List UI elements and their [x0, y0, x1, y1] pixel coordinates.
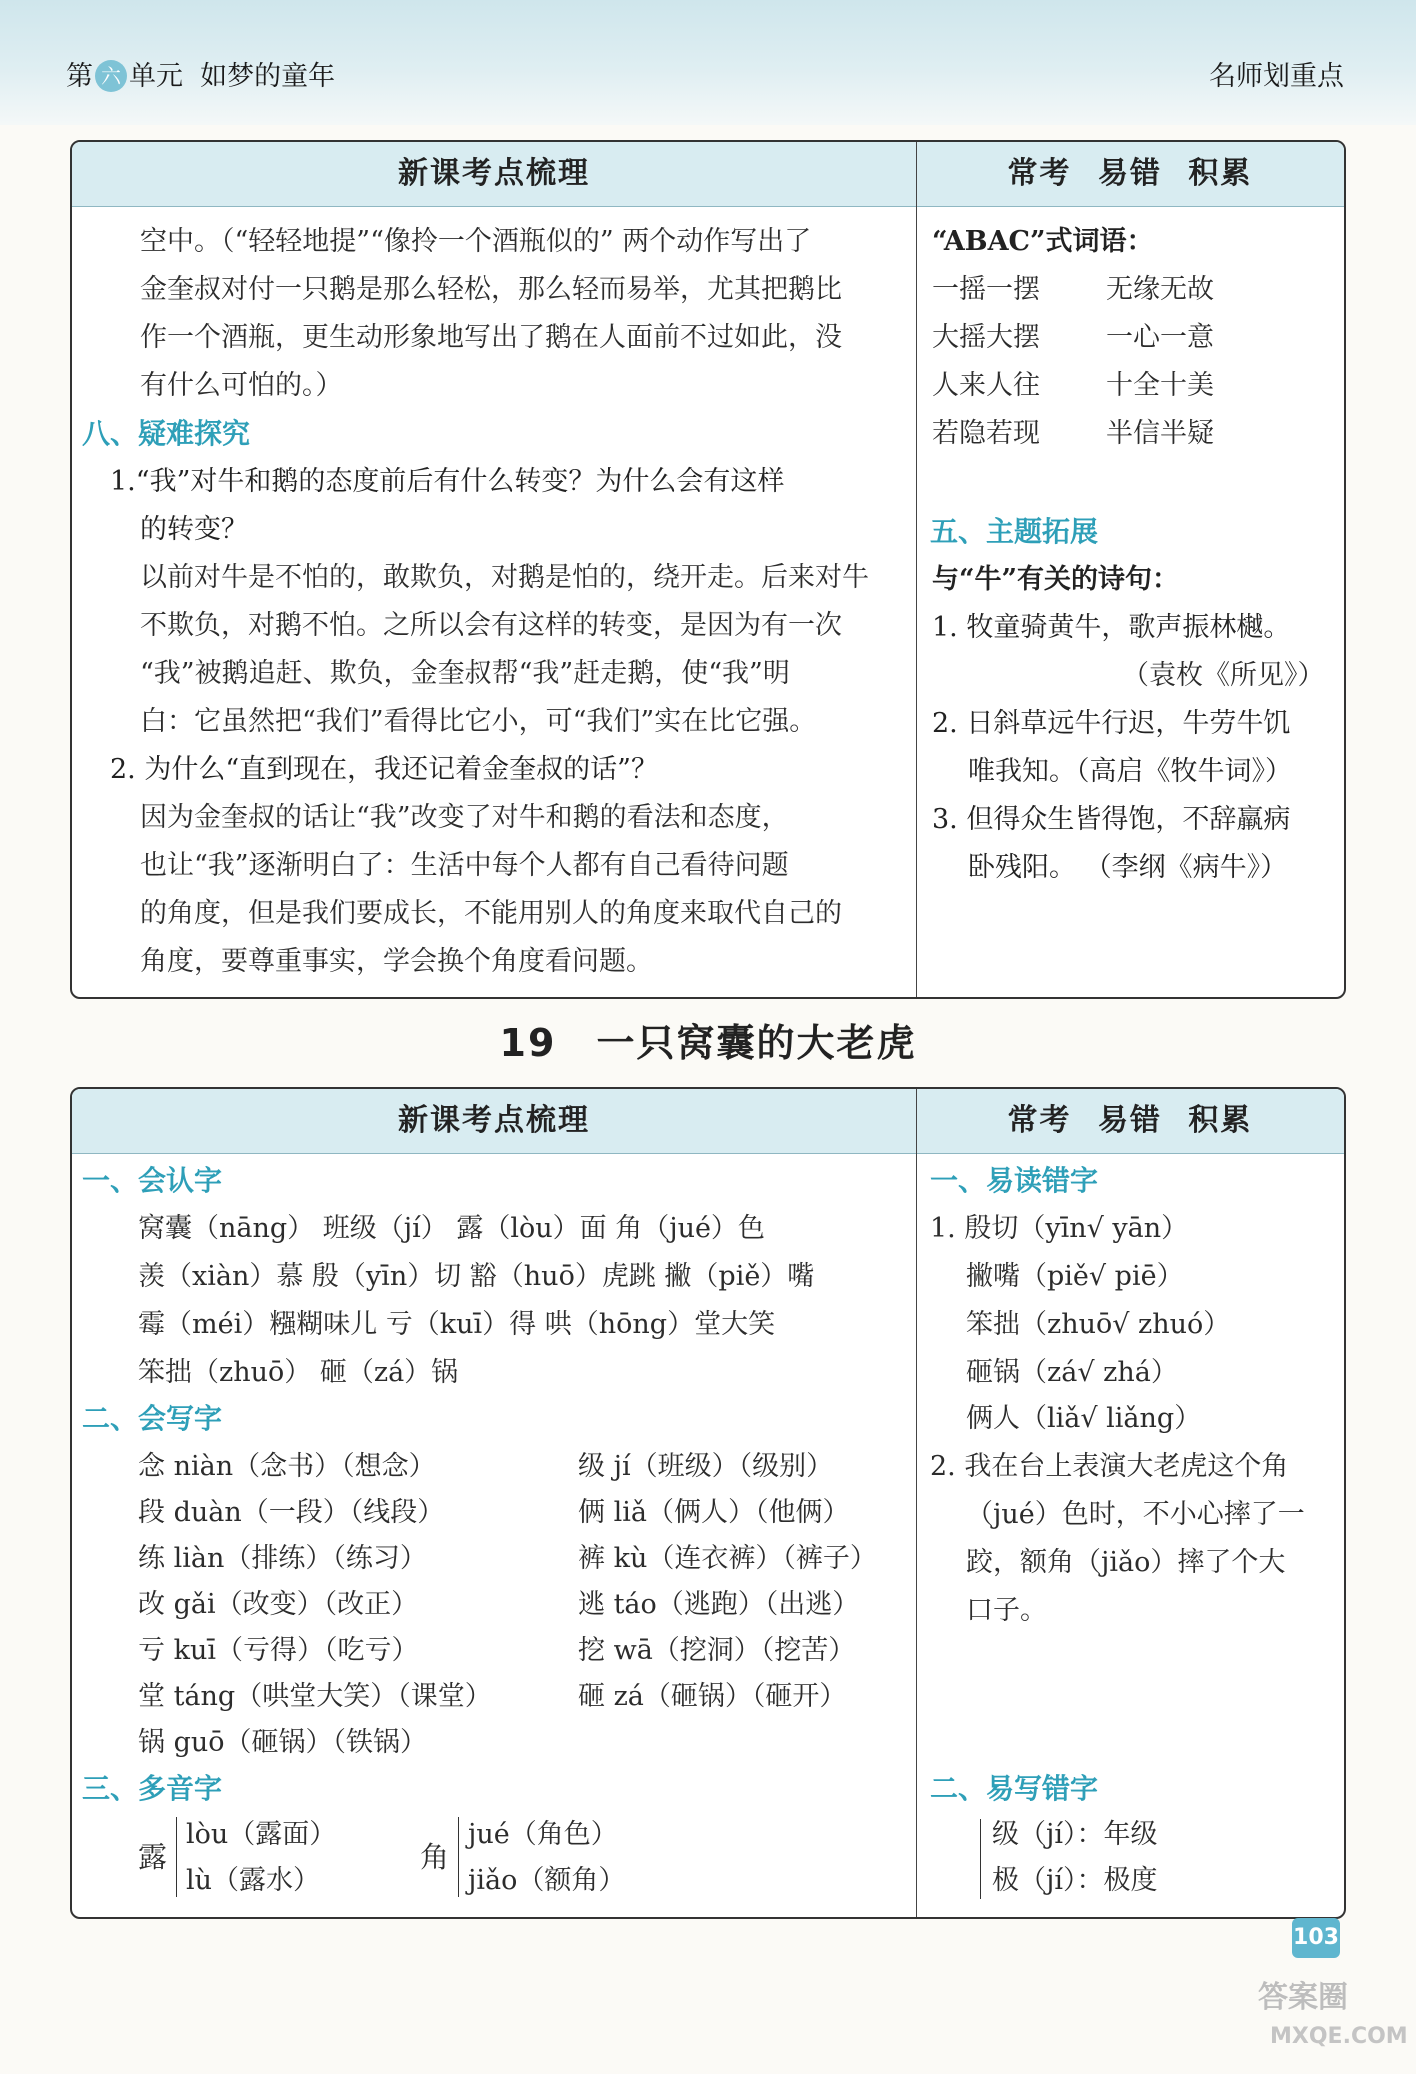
write-item: 挖 wā（挖洞）（挖苦） — [578, 1635, 856, 1666]
section-heading-doubts: 八、疑难探究 — [82, 417, 251, 450]
poem-line: 唯我知。（高启《牧牛词》） — [968, 756, 1292, 787]
bottom-divider — [916, 1089, 917, 1917]
answer-1-line: 白：它虽然把“我们”看得比它小，可“我们”实在比它强。 — [140, 706, 817, 737]
text-line: 作一个酒瓶，更生动形象地写出了鹅在人面前不过如此，没 — [140, 322, 842, 353]
misread-sentence: 跤，额角（jiǎo）摔了个大 — [966, 1547, 1286, 1578]
read-line: 笨拙（zhuō） 砸（zá）锅 — [138, 1357, 459, 1388]
top-box-header — [72, 142, 1344, 207]
write-item: 裤 kù（连衣裤）（裤子） — [578, 1543, 877, 1574]
section-heading-polyphone: 三、多音字 — [82, 1772, 223, 1805]
bottom-left-title: 新课考点梳理 — [398, 1103, 590, 1138]
unit-number-badge: 六 — [95, 60, 127, 92]
abac-word: 一心一意 — [1106, 322, 1214, 353]
section-heading-theme: 五、主题拓展 — [930, 515, 1099, 548]
poem-line: 3. 但得众生皆得饱，不辞羸病 — [932, 804, 1291, 835]
answer-1-line: “我”被鹅追赶、欺负，金奎叔帮“我”赶走鹅，使“我”明 — [140, 658, 790, 689]
abac-word: 若隐若现 — [932, 418, 1040, 449]
poem-line: 2. 日斜草远牛行迟，牛劳牛饥 — [932, 708, 1291, 739]
misread-item: 1. 殷切（yīn√ yān） — [930, 1213, 1189, 1244]
write-item: 亏 kuī（亏得）（吃亏） — [138, 1635, 419, 1666]
read-line: 窝囊（nāng） 班级（jí） 露（lòu）面 角（jué）色 — [138, 1213, 765, 1244]
write-item: 改 gǎi（改变）（改正） — [138, 1589, 419, 1620]
section-heading-read: 一、会认字 — [82, 1164, 223, 1197]
write-item: 锅 guō（砸锅）（铁锅） — [138, 1727, 428, 1758]
abac-word: 无缘无故 — [1106, 274, 1214, 305]
misread-item: 撇嘴（piě√ piē） — [966, 1261, 1184, 1292]
misread-sentence: （jué）色时，不小心摔了一 — [966, 1499, 1305, 1530]
answer-2-line: 角度，要尊重事实，学会换个角度看问题。 — [140, 946, 653, 977]
unit-prefix: 第 — [66, 61, 93, 92]
abac-word: 大摇大摆 — [932, 322, 1040, 353]
write-item: 俩 liǎ（俩人）（他俩） — [578, 1497, 850, 1528]
brand-label: 名师划重点 — [1209, 61, 1344, 92]
polyphone-reading: jué（角色） — [468, 1819, 618, 1850]
polyphone-reading: lòu（露面） — [186, 1819, 337, 1850]
misread-item: 砸锅（zá√ zhá） — [966, 1357, 1178, 1388]
miswrite-item: 极（jí）：极度 — [992, 1865, 1158, 1896]
top-right-title: 常考 易错 积累 — [1007, 156, 1253, 191]
text-line: 有什么可怕的。） — [140, 370, 343, 401]
misread-item: 笨拙（zhuō√ zhuó） — [966, 1309, 1231, 1340]
top-study-box — [70, 140, 1346, 999]
answer-2-line: 的角度，但是我们要成长，不能用别人的角度来取代自己的 — [140, 898, 842, 929]
question-1-line: 的转变？ — [140, 514, 248, 545]
write-item: 砸 zá（砸锅）（砸开） — [578, 1681, 847, 1712]
polyphone-reading: jiǎo（额角） — [468, 1865, 626, 1896]
unit-suffix: 单元 — [129, 61, 183, 92]
polyphone-char: 露 — [138, 1840, 168, 1874]
question-2: 2. 为什么“直到现在，我还记着金奎叔的话”？ — [110, 754, 658, 785]
miswrite-item: 级（jí）：年级 — [992, 1819, 1158, 1850]
answer-1-line: 以前对牛是不怕的，敢欺负，对鹅是怕的，绕开走。后来对牛 — [140, 562, 869, 593]
poem-intro: 与“牛”有关的诗句： — [932, 564, 1180, 595]
write-item: 练 liàn（排练）（练习） — [138, 1543, 427, 1574]
write-item: 念 niàn（念书）（想念） — [138, 1451, 436, 1482]
read-line: 霉（méi）糨糊味儿 亏（kuī）得 哄（hōng）堂大笑 — [138, 1309, 776, 1340]
polyphone-brace — [458, 1817, 459, 1897]
answer-2-line: 因为金奎叔的话让“我”改变了对牛和鹅的看法和态度， — [140, 802, 789, 833]
unit-header — [66, 54, 335, 93]
top-divider — [916, 142, 917, 997]
text-line: 金奎叔对付一只鹅是那么轻松，那么轻而易举，尤其把鹅比 — [140, 274, 842, 305]
polyphone-char: 角 — [420, 1840, 450, 1874]
write-item: 级 jí（班级）（级别） — [578, 1451, 834, 1482]
lesson-title — [0, 1012, 1416, 1067]
polyphone-brace — [176, 1817, 177, 1897]
poem-source: （袁枚《所见》） — [1122, 660, 1325, 691]
page-number: 103 — [1292, 1918, 1340, 1958]
polyphone-reading: lù（露水） — [186, 1865, 321, 1896]
miswrite-brace — [980, 1819, 981, 1899]
write-item: 逃 táo（逃跑）（出逃） — [578, 1589, 860, 1620]
write-item: 段 duàn（一段）（线段） — [138, 1497, 445, 1528]
abac-word: 半信半疑 — [1106, 418, 1214, 449]
watermark-logo: 答案圈 — [1258, 1980, 1348, 2015]
poem-line: 1. 牧童骑黄牛，歌声振林樾。 — [932, 612, 1291, 643]
unit-name: 如梦的童年 — [200, 61, 336, 92]
write-item: 堂 táng（哄堂大笑）（课堂） — [138, 1681, 492, 1712]
abac-word: 十全十美 — [1106, 370, 1214, 401]
watermark-url: MXQE.COM — [1270, 2024, 1408, 2049]
bottom-study-box — [70, 1087, 1346, 1919]
text-line: 空中。（“轻轻地提”“像拎一个酒瓶似的” 两个动作写出了 — [140, 226, 812, 257]
abac-word: 一摇一摆 — [932, 274, 1040, 305]
misread-item: 俩人（liǎ√ liǎng） — [966, 1403, 1202, 1434]
answer-1-line: 不欺负，对鹅不怕。之所以会有这样的转变，是因为有一次 — [140, 610, 842, 641]
bottom-box-header — [72, 1089, 1344, 1154]
misread-sentence: 2. 我在台上表演大老虎这个角 — [930, 1451, 1289, 1482]
question-1-line: 1.“我”对牛和鹅的态度前后有什么转变？为什么会有这样 — [110, 466, 785, 497]
abac-word: 人来人往 — [932, 370, 1040, 401]
top-left-title: 新课考点梳理 — [398, 156, 590, 191]
section-heading-miswrite: 二、易写错字 — [930, 1772, 1099, 1805]
misread-sentence: 口子。 — [966, 1595, 1047, 1626]
lesson-number: 19 — [499, 1021, 557, 1065]
section-heading-misread: 一、易读错字 — [930, 1164, 1099, 1197]
bottom-right-title: 常考 易错 积累 — [1007, 1103, 1253, 1138]
answer-2-line: 也让“我”逐渐明白了：生活中每个人都有自己看待问题 — [140, 850, 789, 881]
read-line: 羡（xiàn）慕 殷（yīn）切 豁（huō）虎跳 撇（piě）嘴 — [138, 1261, 815, 1292]
lesson-name: 一只窝囊的大老虎 — [596, 1021, 917, 1065]
abac-title: “ABAC”式词语： — [932, 226, 1154, 257]
section-heading-write: 二、会写字 — [82, 1402, 223, 1435]
poem-line: 卧残阳。 （李纲《病牛》） — [968, 852, 1288, 883]
